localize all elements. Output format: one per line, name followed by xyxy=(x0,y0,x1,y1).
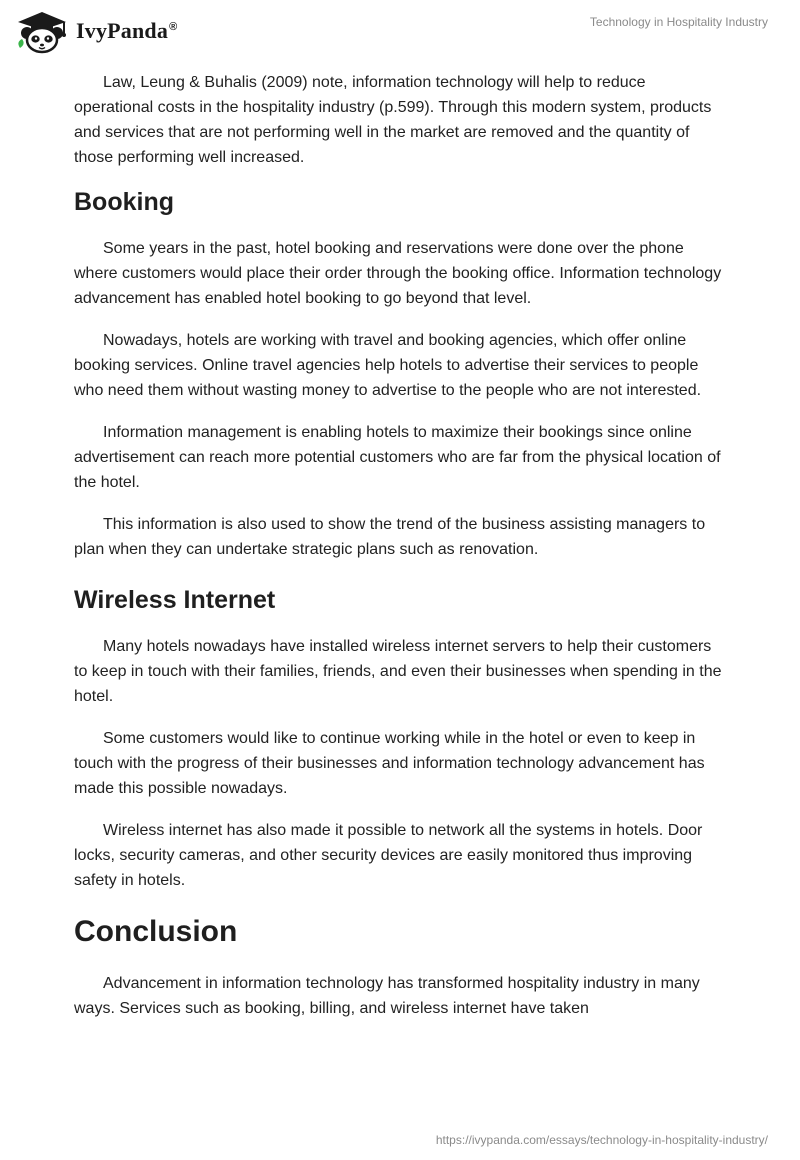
paragraph: Some customers would like to continue working while in the hotel or even to keep in touch with the progress of their businesses and information technology advancement has made this possible nowadays. xyxy=(74,730,705,797)
document-title: Technology in Hospitality Industry xyxy=(589,15,768,29)
panda-graduate-icon xyxy=(14,8,70,54)
source-url[interactable]: https://ivypanda.com/essays/technology-in-hospitality-industry/ xyxy=(435,1133,768,1147)
paragraph: Some years in the past, hotel booking and reservations were done over the phone where customers would place their order through the booking office. Information technology advancement has enabled hotel booking to go beyond that level. xyxy=(74,240,722,307)
essay-content xyxy=(74,70,726,1038)
section-heading-conclusion: Conclusion xyxy=(74,915,238,948)
paragraph: Information management is enabling hotels to maximize their bookings since online advertisement can reach more potential customers who are far from the physical location of the hotel. xyxy=(74,424,721,491)
ivypanda-logo[interactable] xyxy=(14,8,177,54)
paragraph: Wireless internet has also made it possible to network all the systems in hotels. Door locks, security cameras, and other security devices are easily monitored thus improving safety in hotels. xyxy=(74,822,703,889)
logo-wordmark: IvyPanda® xyxy=(76,18,178,43)
paragraph: Many hotels nowadays have installed wireless internet servers to help their customers to keep in touch with their families, friends, and even their businesses when spending in the hotel. xyxy=(74,638,722,705)
paragraph: Advancement in information technology has transformed hospitality industry in many ways. Services such as booking, billing, and wireless internet have taken xyxy=(74,975,700,1017)
paragraph: Law, Leung & Buhalis (2009) note, information technology will help to reduce operational costs in the hospitality industry (p.599). Through this modern system, products and services that are not performing well in the market are removed and the quantity of those performing well increased. xyxy=(74,74,712,166)
section-heading-wireless-internet: Wireless Internet xyxy=(74,586,276,614)
page-header xyxy=(0,0,800,64)
paragraph: This information is also used to show the trend of the business assisting managers to plan when they can undertake strategic plans such as renovation. xyxy=(74,516,706,558)
section-heading-booking: Booking xyxy=(74,188,174,216)
paragraph: Nowadays, hotels are working with travel and booking agencies, which offer online booking services. Online travel agencies help hotels to advertise their services to people who need them without wasting money to advertise to the people who are not interested. xyxy=(74,332,702,399)
